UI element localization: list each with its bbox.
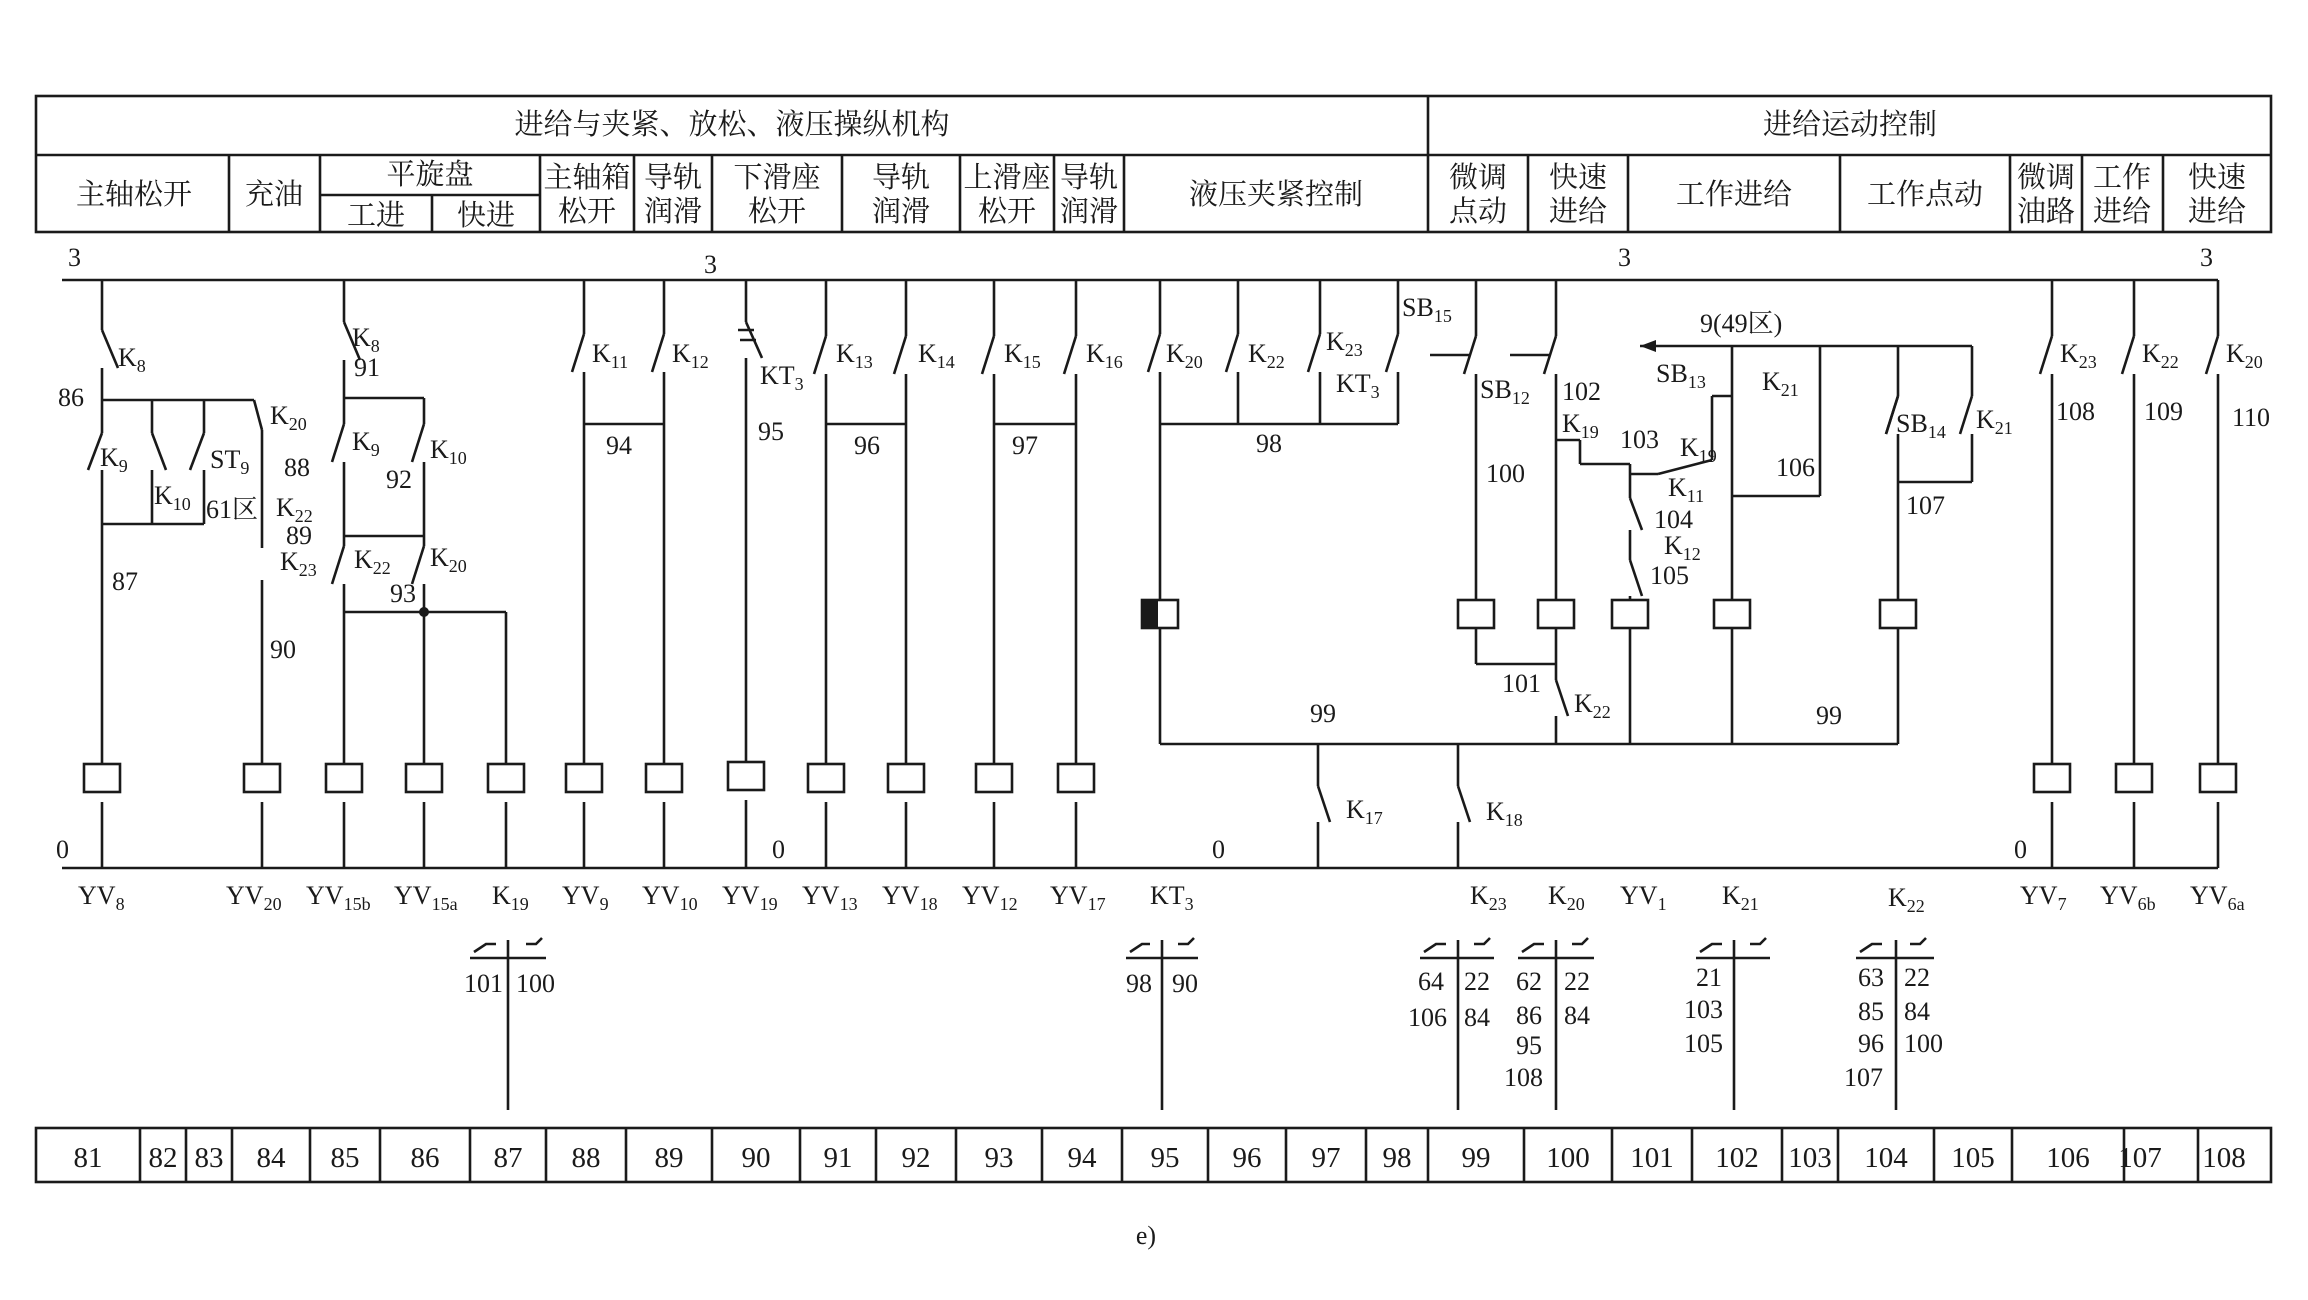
rail-label-bottom-1: 0 [56,835,69,864]
label-st9: $ST_9$ [210,445,250,478]
label-k20: $K_{20}$ [1166,339,1203,372]
label-k11-b: $K_{11}$ [1668,473,1705,506]
col-rapid: 快速 [1548,160,1608,194]
label-k19-b: $K_{19}$ [1680,433,1717,466]
col-headstock: 主轴箱 [543,160,631,194]
node-90: 90 [270,635,296,664]
node-94: 94 [606,431,632,460]
zone-81: 81 [73,1142,103,1174]
zone-92: 92 [901,1142,931,1174]
label-k10-a: $K_{10}$ [154,481,191,514]
xref-kt3-left: 98 [1126,969,1152,998]
coil-yv6b [2116,764,2152,792]
node-102: 102 [1562,377,1601,406]
xref-k22-right-0: 22 [1904,963,1930,992]
col-guide-3: 导轨 [1059,160,1119,194]
label-k19: $K_{19}$ [1562,409,1599,442]
label-k23: $K_{23}$ [1326,327,1363,360]
zone-104: 104 [1864,1142,1908,1174]
contact-sb12 [1510,336,1556,374]
col-hydraulic-clamp: 液压夹紧控制 [1188,177,1364,211]
col-oil-path: 油路 [2016,194,2076,228]
node-numbers [58,353,2270,730]
caption: e) [1135,1221,1157,1250]
label-k11: $K_{11}$ [592,339,629,372]
xref-k20-left-0: 62 [1516,967,1542,996]
label-sb12: $SB_{12}$ [1480,375,1530,408]
col-feed-2: 进给 [2092,194,2152,228]
zone-100: 100 [1546,1142,1590,1174]
xref-k22 [1844,938,1943,1110]
power-rails [56,243,2218,868]
rail-label-bottom-2: 0 [772,835,785,864]
contact-sb15 [1430,336,1476,374]
col-lube-1: 润滑 [643,194,703,228]
coil-label-yv7: $YV_7$ [2020,881,2067,914]
zone-83: 83 [194,1142,224,1174]
xref-k21-left-1: 103 [1684,995,1723,1024]
node-92: 92 [386,465,412,494]
col-upper-slide: 上滑座 [963,160,1051,194]
zone-107: 107 [2118,1142,2162,1174]
coil-label-yv20: $YV_{20}$ [226,881,282,914]
label-ref-61: 61区 [206,495,259,524]
contact-k8-a [102,330,118,368]
contact-k13 [814,336,826,374]
label-k23-b: $K_{23}$ [2060,339,2097,372]
zone-86: 86 [410,1142,440,1174]
contact-k12 [652,334,664,372]
rail-label-top-4: 3 [2200,243,2213,272]
xref-k21 [1684,938,1770,1110]
contact-k22 [1226,334,1238,372]
contact-k10-b [412,424,424,462]
coil-yv18 [888,764,924,792]
xref-k23-left-0: 64 [1418,967,1444,996]
contact-k20-c [2206,336,2218,374]
coil-yv1 [1612,600,1648,628]
coil-yv19 [728,762,764,790]
xref-k20-left-2: 95 [1516,1031,1542,1060]
label-k22: $K_{22}$ [1248,339,1285,372]
label-k22-c: $K_{22}$ [354,545,391,578]
label-k15: $K_{15}$ [1004,339,1041,372]
coil-label-kt3: $KT_3$ [1150,881,1194,914]
label-k14: $K_{14}$ [918,339,955,372]
xref-k19-right: 100 [516,969,555,998]
node-101: 101 [1502,669,1541,698]
label-k12-b: $K_{12}$ [1664,531,1701,564]
xref-k20 [1504,938,1594,1110]
zone-94: 94 [1067,1142,1097,1174]
xref-k23-right-0: 22 [1464,967,1490,996]
coil-yv9 [566,764,602,792]
group-label-left: 进给与夹紧、放松、液压操纵机构 [514,107,950,141]
zone-89: 89 [654,1142,684,1174]
coil-label-k21: $K_{21}$ [1722,881,1759,914]
node-99-b: 99 [1816,701,1842,730]
xref-k21-left-0: 21 [1696,963,1722,992]
coil-label-k19: $K_{19}$ [492,881,529,914]
col-rapid-3: 快速 [2187,160,2247,194]
coil-yv20 [244,764,280,792]
label-k16: $K_{16}$ [1086,339,1123,372]
label-k21: $K_{21}$ [1762,367,1799,400]
node-104: 104 [1654,505,1693,534]
coil-yv12 [976,764,1012,792]
col-lower-slide: 下滑座 [733,160,821,194]
node-103: 103 [1620,425,1659,454]
zone-91: 91 [823,1142,853,1174]
label-ref-49: 9(49区) [1700,309,1783,338]
rail-label-top-3: 3 [1618,243,1631,272]
contact-k14 [894,336,906,374]
coil-yv15b [326,764,362,792]
col-working-feed: 工作进给 [1675,177,1793,211]
node-109: 109 [2144,397,2183,426]
node-110: 110 [2232,403,2271,432]
col-facing-head: 平旋盘 [386,157,474,191]
contact-k11-b [1630,498,1642,530]
zone-96: 96 [1232,1142,1262,1174]
col-jog: 点动 [1448,194,1508,228]
label-k8-a: $K_8$ [118,343,146,376]
contact-k9-b [332,424,344,462]
xref-k23 [1408,938,1494,1110]
zone-106: 106 [2046,1142,2090,1174]
contact-k10-a [152,433,166,470]
xref-k22-left-2: 96 [1858,1029,1884,1058]
coil-yv15a [406,764,442,792]
contact-k17 [1318,786,1330,822]
zone-101: 101 [1630,1142,1674,1174]
coil-k19 [488,764,524,792]
coil-yv13 [808,764,844,792]
xref-k22-left-1: 85 [1858,997,1884,1026]
label-k22-b: $K_{22}$ [1574,689,1611,722]
col-oil-fill: 充油 [244,177,304,211]
zone-82: 82 [148,1142,178,1174]
node-99-a: 99 [1310,699,1336,728]
col-rapid-feed: 快进 [456,198,516,232]
zone-98: 98 [1382,1142,1412,1174]
coil-label-yv12: $YV_{12}$ [962,881,1018,914]
node-86: 86 [58,383,84,412]
coil-yv8 [84,764,120,792]
coil-label-yv19: $YV_{19}$ [722,881,778,914]
label-k22-a: $K_{22}$ [276,493,313,526]
label-k9-b: $K_9$ [352,427,380,460]
contact-k16 [1064,336,1076,374]
xref-k22-right-2: 100 [1904,1029,1943,1058]
coil-label-yv10: $YV_{10}$ [642,881,698,914]
contact-k15 [982,336,994,374]
col-lube-3: 润滑 [1059,194,1119,228]
col-work-2: 工作 [2092,160,2152,194]
coil-labels [78,881,2245,916]
header-table [36,96,2271,232]
col-working-jog: 工作点动 [1866,177,1984,211]
contact-k22-c [332,546,344,584]
label-k8-b: $K_8$ [352,323,380,356]
contact-k12-b [1630,560,1642,596]
node-100: 100 [1486,459,1525,488]
label-k13: $K_{13}$ [836,339,873,372]
xref-k23-left-1: 106 [1408,1003,1447,1032]
xref-k19 [464,938,555,1110]
node-98: 98 [1256,429,1282,458]
contact-k22-d [2122,336,2134,374]
col-feed-3: 进给 [2187,194,2247,228]
xref-k22-right-1: 84 [1904,997,1930,1026]
col-spindle-release: 主轴松开 [75,177,193,211]
xref-kt3 [1126,938,1198,1110]
coil-k22 [1880,600,1916,628]
label-sb13: $SB_{13}$ [1656,359,1706,392]
coil-yv7 [2034,764,2070,792]
coil-label-yv6a: $YV_{6a}$ [2190,881,2245,914]
coil-label-yv6b: $YV_{6b}$ [2100,881,2156,914]
node-97: 97 [1012,431,1038,460]
coil-label-yv1: $YV_1$ [1620,881,1667,914]
node-108: 108 [2056,397,2095,426]
zone-87: 87 [493,1142,523,1174]
label-k18: $K_{18}$ [1486,797,1523,830]
xref-k23-right-1: 84 [1464,1003,1490,1032]
coil-yv17 [1058,764,1094,792]
contact-st9 [190,433,204,470]
zone-95: 95 [1150,1142,1180,1174]
xref-k22-left-3: 107 [1844,1063,1883,1092]
col-fine-adjust-2: 微调 [2016,160,2076,194]
zone-102: 102 [1715,1142,1759,1174]
rail-label-bottom-4: 0 [2014,835,2027,864]
coil-label-yv18: $YV_{18}$ [882,881,938,914]
coil-label-k22: $K_{22}$ [1888,883,1925,916]
node-95: 95 [758,417,784,446]
coil-label-k20: $K_{20}$ [1548,881,1585,914]
zone-84: 84 [256,1142,286,1174]
coil-k20 [1538,600,1574,628]
col-guide-2: 导轨 [871,160,931,194]
node-88: 88 [284,453,310,482]
xref-k19-left: 101 [464,969,503,998]
label-kt3-b: $KT_3$ [1336,369,1380,402]
node-105: 105 [1650,561,1689,590]
contact-k21-b [1960,396,1972,434]
coil-label-yv15a: $YV_{15a}$ [394,881,458,914]
col-fine-adjust: 微调 [1448,160,1508,194]
zone-108: 108 [2202,1142,2246,1174]
label-k22-d: $K_{22}$ [2142,339,2179,372]
node-106: 106 [1776,453,1815,482]
zone-99: 99 [1461,1142,1491,1174]
contact-k22-b [1556,680,1568,716]
contact-k18 [1458,786,1470,822]
col-work-feed: 工进 [346,198,406,232]
zone-93: 93 [984,1142,1014,1174]
coil-label-yv15b: $YV_{15b}$ [306,881,371,914]
node-91: 91 [354,353,380,382]
coil-label-yv9: $YV_9$ [562,881,609,914]
coil-k21 [1714,600,1750,628]
contact-kt3-b [1386,334,1398,372]
col-headstock-release: 松开 [557,194,617,228]
label-sb15: $SB_{15}$ [1402,293,1452,326]
label-k9-a: $K_9$ [100,443,128,476]
node-89: 89 [286,521,312,550]
contact-kt3 [738,322,762,358]
label-sb14: $SB_{14}$ [1896,409,1946,442]
col-upper-slide-release: 松开 [977,194,1037,228]
xref-k20-left-1: 86 [1516,1001,1542,1030]
label-k21-b: $K_{21}$ [1976,405,2013,438]
xref-blocks [464,938,1943,1110]
rail-label-bottom-3: 0 [1212,835,1225,864]
contact-k23-b [2040,336,2052,374]
coil-k23 [1458,600,1494,628]
label-k12: $K_{12}$ [672,339,709,372]
rail-label-top-1: 3 [68,243,81,272]
zone-90: 90 [741,1142,771,1174]
zone-strip [36,1128,2271,1182]
zone-105: 105 [1951,1142,1995,1174]
zone-97: 97 [1311,1142,1341,1174]
junction-dot [419,607,429,617]
xref-k21-left-2: 105 [1684,1029,1723,1058]
xref-k20-left-3: 108 [1504,1063,1543,1092]
coil-yv10 [646,764,682,792]
label-k23-a: $K_{23}$ [280,547,317,580]
contact-k23 [1308,334,1320,372]
coil-label-yv17: $YV_{17}$ [1050,881,1106,914]
arrow-head [1640,340,1656,352]
contact-k11 [572,334,584,372]
node-96: 96 [854,431,880,460]
col-lower-slide-release: 松开 [747,194,807,228]
coil-label-k23: $K_{23}$ [1470,881,1507,914]
xref-k20-right-0: 22 [1564,967,1590,996]
coil-yv6a [2200,764,2236,792]
zone-88: 88 [571,1142,601,1174]
group-label-right: 进给运动控制 [1762,107,1938,141]
col-rapid-feed-2: 进给 [1548,194,1608,228]
contact-k20 [1148,334,1160,372]
zone-103: 103 [1788,1142,1832,1174]
coil-label-yv8: $YV_8$ [78,881,125,914]
coil-label-yv13: $YV_{13}$ [802,881,858,914]
label-k20-a: $K_{20}$ [270,401,307,434]
node-107: 107 [1906,491,1945,520]
node-87: 87 [112,567,138,596]
zone-85: 85 [330,1142,360,1174]
xref-k22-left-0: 63 [1858,963,1884,992]
xref-kt3-right: 90 [1172,969,1198,998]
label-k20-c: $K_{20}$ [2226,339,2263,372]
rail-label-top-2: 3 [704,250,717,279]
col-guide-1: 导轨 [643,160,703,194]
label-k10-b: $K_{10}$ [430,435,467,468]
xref-k20-right-1: 84 [1564,1001,1590,1030]
col-lube-2: 润滑 [871,194,931,228]
label-kt3: $KT_3$ [760,361,804,394]
label-k17: $K_{17}$ [1346,795,1383,828]
label-k20-b: $K_{20}$ [430,543,467,576]
node-93: 93 [390,579,416,608]
